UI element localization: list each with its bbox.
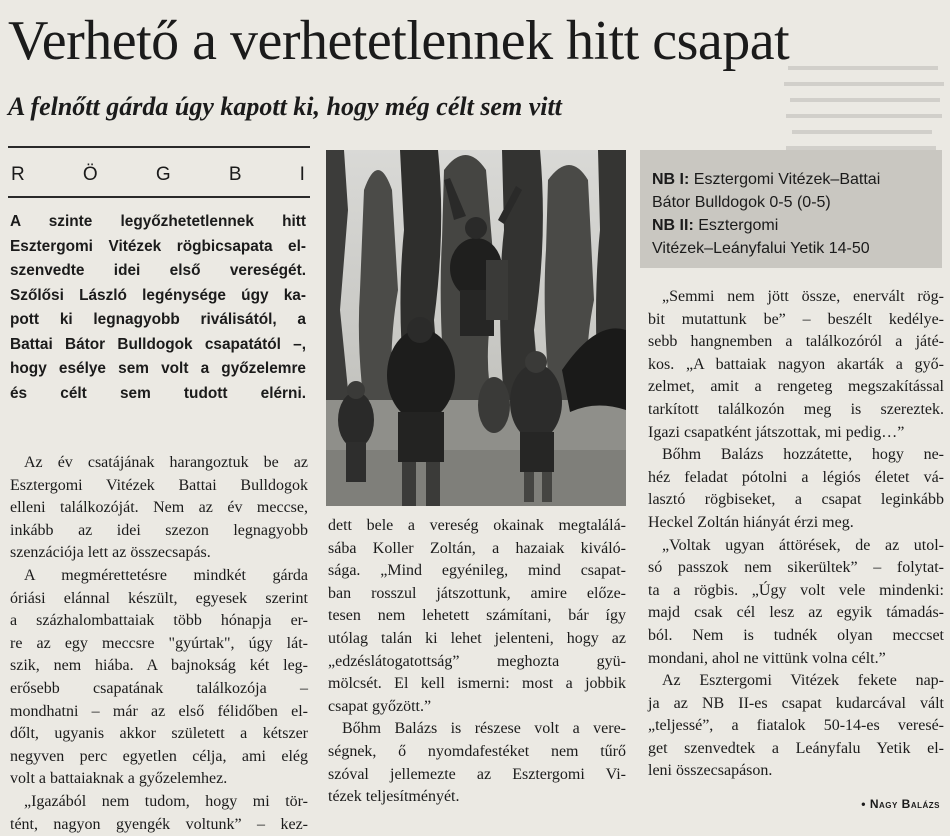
body-column-3 [648, 286, 944, 783]
body-line: sebb hangnemben a találkozóról a játé- [648, 331, 944, 354]
body-column-2 [328, 515, 626, 809]
body-line: negyven perc egyetlen célja, ami elég [10, 746, 308, 769]
body-line: inkább az idei szezon legnagyobb [10, 520, 308, 543]
body-line: Az év csatájának harangoztuk be az [10, 452, 308, 475]
body-line: ja az NB II-es csapat kudarcával vált [648, 693, 944, 716]
body-line: óriási elánnal készült, egyesek szerint [10, 588, 308, 611]
byline: • Nagy Balázs [861, 797, 940, 811]
body-line: dett bele a vereség okainak megtalálá- [328, 515, 626, 538]
body-line: „Igazából nem tudom, hogy mi tör- [10, 791, 308, 814]
body-line: mölcsét. El kell ismerni: most a jobbik [328, 673, 626, 696]
bleed-through-text [780, 60, 950, 152]
body-line: leni összecsapáson. [648, 760, 944, 783]
body-line: tént, nagyon gyengék voltunk” – kez- [10, 814, 308, 836]
body-line: „teljessé”, a fiatalok 50-14-es veresé- [648, 715, 944, 738]
lead-line: hogy esélye sem volt a győzelemre [10, 357, 306, 382]
body-line: „edzéslátogatottság” meghozta gyü- [328, 651, 626, 674]
body-line: szóval jellemezte az Esztergomi Vi- [328, 764, 626, 787]
body-line: zelmet, amit a rengeteg megszakítással [648, 376, 944, 399]
body-line: ségnek, ő nyomdafestéket nem tűrő [328, 741, 626, 764]
body-line: Heckel Zoltán hiányát érzi meg. [648, 512, 944, 535]
section-rule-bottom [8, 196, 310, 198]
body-line: ból. Nem is tudnék olyan meccset [648, 625, 944, 648]
body-line: csapat győzött.” [328, 696, 626, 719]
section-letter: B [229, 164, 242, 186]
subheadline: A felnőtt gárda úgy kapott ki, hogy még célt sem vitt [8, 90, 868, 124]
body-line: utólag talán ki lehet jelenteni, hogy az [328, 628, 626, 651]
rugby-lineout-image [326, 150, 626, 506]
lead-line: szenvedte idei első vereségét. [10, 259, 306, 284]
body-line: bit mutattunk be” – beszélt kedélye- [648, 309, 944, 332]
body-line: majd csak cél lesz az egyik támadás- [648, 602, 944, 625]
results-box [640, 150, 942, 268]
lead-line: Szőlősi László legénysége úgy ka- [10, 284, 306, 309]
body-line: get szenvedtek a Leányfalu Yetik el- [648, 738, 944, 761]
body-line: tézek teljesítményét. [328, 786, 626, 809]
result-nb2-text: Esztergomi [698, 217, 778, 234]
rugby-photo [326, 150, 626, 506]
body-line: kos. „A battaiak nagyon akarták a győ- [648, 354, 944, 377]
bleed-through-texture [780, 60, 950, 152]
body-line: tesen nem lehetett számítani, bár így [328, 605, 626, 628]
lead-line: Battai Bátor Bulldogok csapatától –, [10, 333, 306, 358]
section-rule-top [8, 146, 310, 148]
section-label [8, 160, 308, 190]
body-line: „Semmi nem jött össze, enervált rög- [648, 286, 944, 309]
headline: Verhető a verhetetlennek hitt csapat [8, 6, 942, 76]
body-line: szik, nem hiába. A bajnokság két leg- [10, 655, 308, 678]
result-nb1-text: Esztergomi Vitézek–Battai [694, 171, 880, 188]
body-line: ban rosszul játszottunk, amire előze- [328, 583, 626, 606]
body-line: Az Esztergomi Vitézek fekete nap- [648, 670, 944, 693]
lead-line: Esztergomi Vitézek rögbicsapata el- [10, 235, 306, 260]
body-line: Bőhm Balázs is részese volt a vere- [328, 718, 626, 741]
body-line: mondhatni – már az első félidőben el- [10, 701, 308, 724]
lead-line: A szinte legyőzhetetlennek hitt [10, 210, 306, 235]
body-line: Esztergomi Vitézek Battai Bulldogok [10, 475, 308, 498]
result-nb2 [652, 214, 932, 237]
lead-line: pott ki legnagyobb riválisától, a [10, 308, 306, 333]
body-column-1 [10, 452, 308, 836]
body-line: héz feladat pótolni a légiós életet vá- [648, 467, 944, 490]
body-line: erősebb csapatának találkozója – [10, 678, 308, 701]
body-line: „Voltak ugyan áttörések, de az utol- [648, 535, 944, 558]
lead-paragraph [10, 210, 306, 406]
body-line: A megmérettetésre mindkét gárda [10, 565, 308, 588]
body-line: re az egy meccsre "gyúrtak", úgy lát- [10, 633, 308, 656]
body-line: volt a battaiaknak a győzelemhez. [10, 768, 308, 791]
result-nb1 [652, 168, 932, 191]
body-line: sága. „Mind egyénileg, mind csapat- [328, 560, 626, 583]
body-line: só passzok nem sikerültek” – folytat- [648, 557, 944, 580]
result-nb1-label: NB I: [652, 171, 689, 188]
body-line: szenzációja lett az összecsapás. [10, 542, 308, 565]
section-letter: Ö [83, 164, 98, 186]
body-line: elleni találkozóját. Nem az év meccse, [10, 497, 308, 520]
body-line: ta a rögbis. „Úgy volt vele mindenki: [648, 580, 944, 603]
body-line: tarkított találkozón meg is szereztek. [648, 399, 944, 422]
result-nb2-score: Vitézek–Leányfalui Yetik 14-50 [652, 237, 932, 260]
body-line: Igazi csapatként játszottak, mi pedig…” [648, 422, 944, 445]
body-line: mondani, ahol ne vittünk volna célt.” [648, 648, 944, 671]
section-letter: I [300, 164, 305, 186]
body-line: a százhalombattaiak több hónapja er- [10, 610, 308, 633]
section-letter: R [11, 164, 25, 186]
body-line: dőlt, ugyanis akkor született a kétszer [10, 723, 308, 746]
section-letter: G [156, 164, 171, 186]
body-line: lasztó rögbiseket, a csapat leginkább [648, 489, 944, 512]
result-nb2-label: NB II: [652, 217, 694, 234]
lead-line: és célt sem tudott elérni. [10, 382, 306, 407]
body-line: sába Koller Zoltán, a hazaiak kiváló- [328, 538, 626, 561]
result-nb1-score: Bátor Bulldogok 0-5 (0-5) [652, 191, 932, 214]
body-line: Bőhm Balázs hozzátette, hogy ne- [648, 444, 944, 467]
